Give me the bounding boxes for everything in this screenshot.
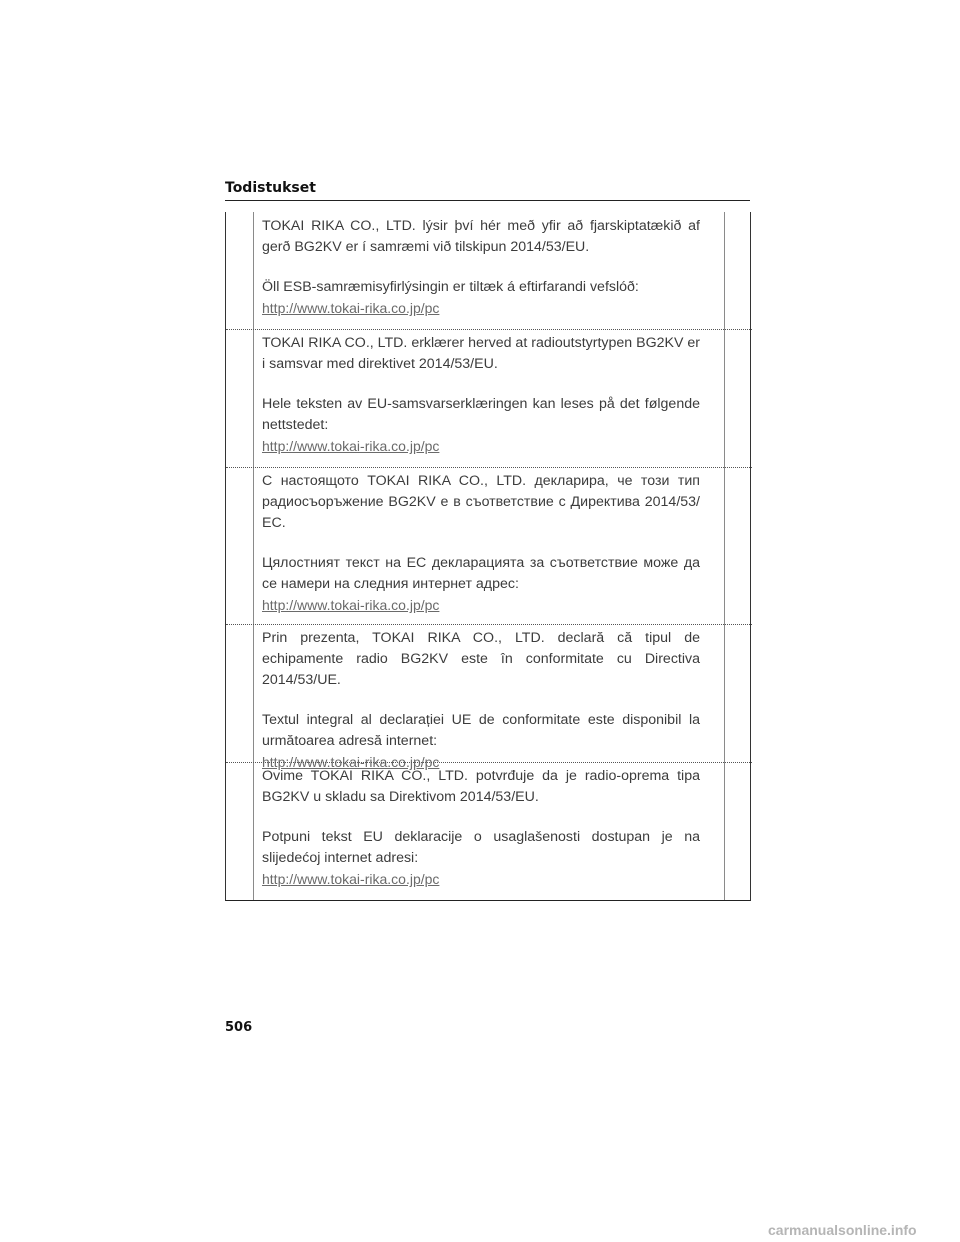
declaration-block-croatian [254, 766, 724, 890]
declaration-link[interactable]: http://www.tokai-rika.co.jp/pc [262, 871, 440, 887]
declaration-availability: Цялостният текст на ЕС декларацията за съответствие може да се намери на следния интернет адрес: [262, 555, 700, 592]
declaration-availability: Potpuni tekst EU deklaracije o usaglašenosti dostupan je na slijedećoj internet adresi: [262, 829, 700, 866]
declaration-link[interactable]: http://www.tokai-rika.co.jp/pc [262, 300, 440, 316]
declaration-link[interactable]: http://www.tokai-rika.co.jp/pc [262, 438, 440, 454]
block-divider [226, 624, 752, 625]
declaration-block-norwegian [254, 333, 724, 457]
declaration-statement: Prin prezenta, TOKAI RIKA CO., LTD. declară că tipul de echipamente radio BG2KV este în conformitate cu Directiva 2014/53/UE. [262, 630, 700, 688]
declarations-column [253, 212, 725, 900]
declaration-block-romanian [254, 628, 724, 773]
declaration-link[interactable]: http://www.tokai-rika.co.jp/pc [262, 597, 440, 613]
block-divider [226, 467, 752, 468]
block-divider [226, 762, 752, 763]
page-number: 506 [225, 1020, 253, 1035]
declaration-block-icelandic [254, 216, 724, 319]
block-divider [226, 329, 752, 330]
declaration-statement: С настоящото TOKAI RIKA CO., LTD. декларира, че този тип радиосъоръжение BG2KV е в съответствие с Директива 2014/53/ЕС. [262, 473, 700, 531]
declaration-link[interactable]: http://www.tokai-rika.co.jp/pc [262, 754, 440, 770]
declaration-availability: Textul integral al declarației UE de conformitate este disponibil la următoarea adresă internet: [262, 712, 700, 749]
declarations-table [225, 212, 751, 901]
site-watermark: carmanualsonline.info [768, 1222, 917, 1238]
declaration-block-bulgarian [254, 471, 724, 616]
declaration-availability: Hele teksten av EU-samsvarserklæringen kan leses på det følgende nettstedet: [262, 396, 700, 433]
section-title: Todistukset [225, 178, 750, 201]
declaration-statement: Ovime TOKAI RIKA CO., LTD. potvrđuje da je radio-oprema tipa BG2KV u skladu sa Direktivom 2014/53/EU. [262, 768, 700, 805]
declaration-statement: TOKAI RIKA CO., LTD. lýsir því hér með yfir að fjarskiptatækið af gerð BG2KV er í samræmi við tilskipun 2014/53/EU. [262, 218, 700, 255]
declaration-availability: Öll ESB-samræmisyfirlýsingin er tiltæk á eftirfarandi vefslóð: [262, 279, 639, 295]
declaration-statement: TOKAI RIKA CO., LTD. erklærer herved at radioutstyrtypen BG2KV er i samsvar med direktivet 2014/53/EU. [262, 335, 700, 372]
